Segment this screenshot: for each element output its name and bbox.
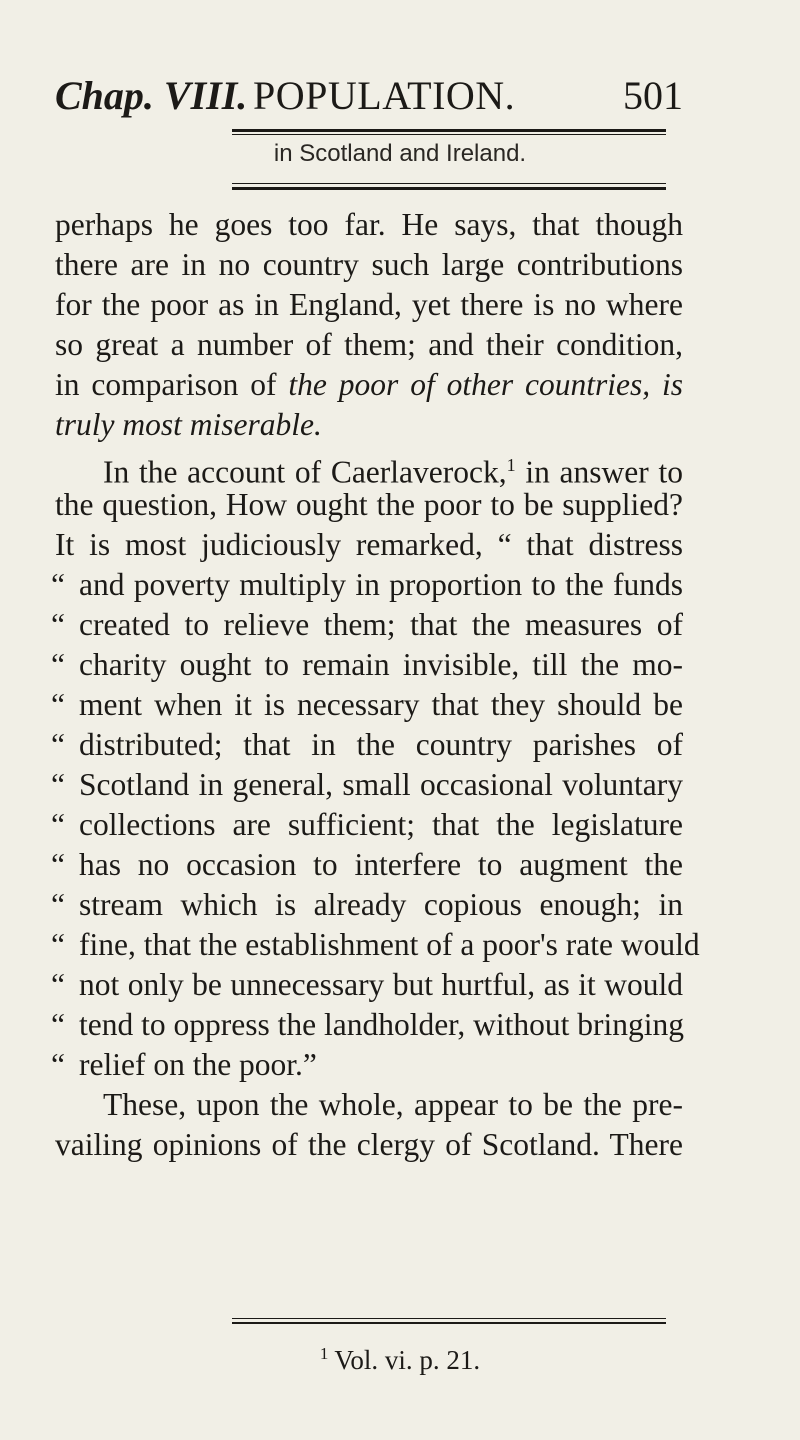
quoted-line: “ not only be unnecessary but hurtful, as it would [55, 965, 683, 1005]
italic-segment: the poor of other countries, is [288, 367, 683, 402]
footnote-text: Vol. vi. p. 21. [334, 1345, 481, 1375]
text-line: perhaps he goes too far. He says, that though [55, 207, 683, 242]
quoted-line: “ tend to oppress the landholder, without bringing [55, 1005, 683, 1045]
text-segment: In the account of Caerlaverock, [103, 454, 507, 490]
text-segment: in answer to [515, 454, 683, 490]
text-line: so great a number of them; and their condition, [55, 327, 683, 362]
text-segment: in comparison of [55, 367, 277, 402]
page-number: 501 [623, 73, 683, 118]
side-heading: in Scotland and Ireland. [273, 140, 527, 167]
footnote-rule [232, 1318, 666, 1319]
text-line [55, 365, 683, 405]
head-rule-bottom-thick [232, 187, 666, 190]
footnote [0, 1336, 800, 1378]
quoted-line: “ has no occasion to interfere to augment the [55, 845, 683, 885]
text-line: there are in no country such large contributions [55, 247, 683, 282]
quoted-line: “ created to relieve them; that the measures of [55, 605, 683, 645]
head-rule-bottom [232, 183, 666, 184]
running-title: POPULATION. [253, 73, 516, 118]
quoted-line: “ Scotland in general, small occasional voluntary [55, 765, 683, 805]
quoted-line: “ relief on the poor.” [55, 1045, 683, 1085]
text-line [55, 445, 683, 490]
italic-segment: truly most miserable. [55, 407, 322, 442]
quoted-line: “ collections are sufficient; that the legislature [55, 805, 683, 845]
body-text [55, 205, 700, 1165]
text-line: the question, How ought the poor to be supplied? [55, 487, 683, 522]
running-head [55, 68, 683, 124]
quoted-line: “ distributed; that in the country parishes of [55, 725, 683, 765]
text-line: vailing opinions of the clergy of Scotland. There [55, 1127, 683, 1162]
head-rule-top-thin [232, 134, 666, 135]
quoted-line: “ and poverty multiply in proportion to the funds [55, 565, 683, 605]
quoted-line: “ ment when it is necessary that they should be [55, 685, 683, 725]
quoted-line: “ stream which is already copious enough; in [55, 885, 683, 925]
text-line: These, upon the whole, appear to be the pre- [103, 1087, 683, 1122]
footnote-rule-thick [232, 1322, 666, 1324]
chapter-label: Chap. VIII. [55, 73, 248, 118]
quoted-line: “ charity ought to remain invisible, till the mo- [55, 645, 683, 685]
text-line: for the poor as in England, yet there is no where [55, 287, 683, 322]
head-rule-top [232, 129, 666, 132]
quoted-line: “ fine, that the establishment of a poor's rate would [55, 925, 683, 965]
footnote-ref: 1 [506, 455, 516, 475]
footnote-mark: 1 [319, 1344, 329, 1363]
text-line: It is most judiciously remarked, “ that distress [55, 527, 683, 562]
text-line [55, 405, 683, 445]
